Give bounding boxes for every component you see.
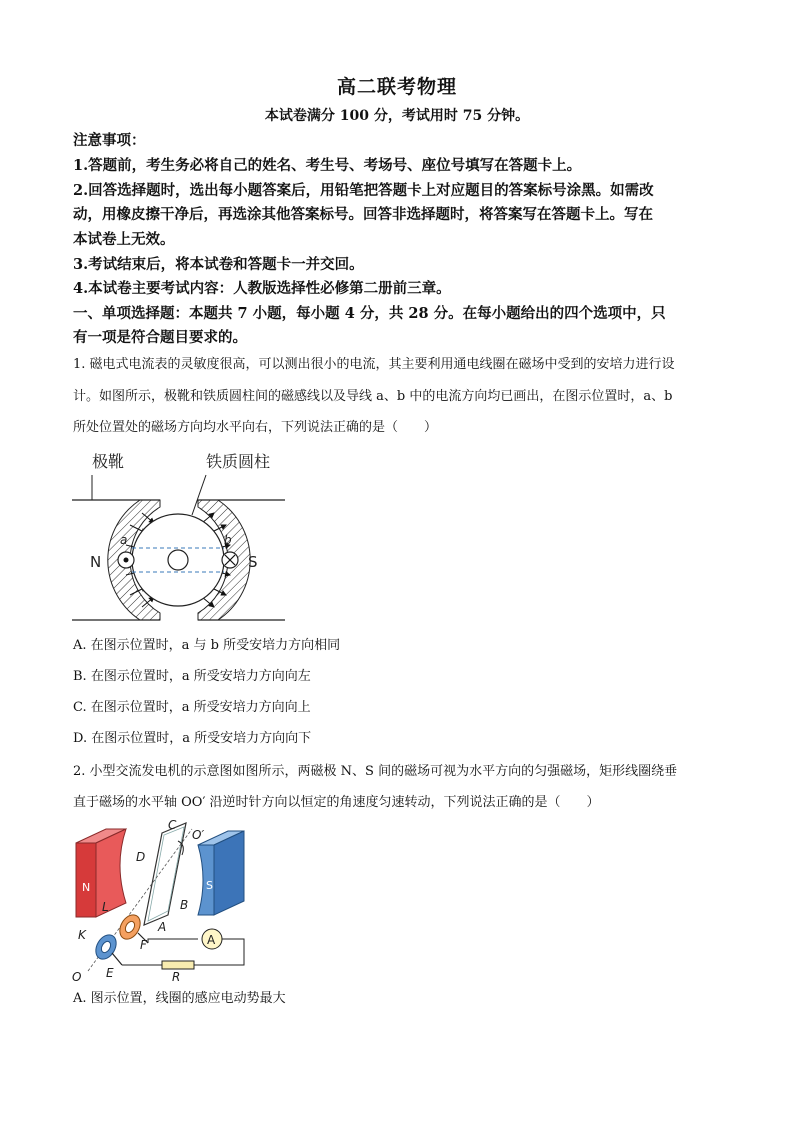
fig2-label-n: N <box>82 881 91 894</box>
generator-figure <box>68 815 258 985</box>
q2-line-1: 2. 小型交流发电机的示意图如图所示，两磁极 N、S 间的磁场可视为水平方向的匀强磁场，矩形线圈绕垂 <box>73 764 678 779</box>
label-iron-core: 铁质圆柱 <box>206 452 271 471</box>
section-1-line-1: 一、单项选择题：本题共 7 小题，每小题 4 分，共 28 分。在每小题给出的四个选项中，只 <box>73 305 666 322</box>
q2-line-2: 直于磁场的水平轴 OO′ 沿逆时针方向以恒定的角速度匀速转动，下列说法正确的是（ ） <box>73 795 600 810</box>
fig2-label-s: S <box>206 879 213 892</box>
notice-item-3: 3.考试结束后，将本试卷和答题卡一并交回。 <box>73 256 364 273</box>
q1-line-2: 计。如图所示，极靴和铁质圆柱间的磁感线以及导线 a、b 中的电流方向均已画出，在图示位置时，a、b <box>73 389 673 404</box>
q2-option-a[interactable]: A. 图示位置，线圈的感应电动势最大 <box>73 991 286 1006</box>
fig2-label-o: O <box>72 970 82 984</box>
fig2-label-o-prime: O′ <box>192 828 205 842</box>
fig2-label-f: F <box>140 938 147 952</box>
label-pole-shoe: 极靴 <box>92 452 125 471</box>
label-s: S <box>248 553 258 571</box>
q1-option-d[interactable]: D. 在图示位置时，a 所受安培力方向向下 <box>73 731 312 746</box>
fig2-label-e: E <box>106 966 114 980</box>
meter-figure <box>70 445 300 625</box>
q1-option-b[interactable]: B. 在图示位置时，a 所受安培力方向向左 <box>73 669 311 684</box>
notice-heading: 注意事项： <box>73 132 146 149</box>
notice-item-4: 4.本试卷主要考试内容：人教版选择性必修第二册前三章。 <box>73 280 451 297</box>
fig2-label-r: R <box>172 970 181 984</box>
fig2-label-k: K <box>78 928 86 942</box>
label-n: N <box>90 553 102 571</box>
section-1-line-2: 有一项是符合题目要求的。 <box>73 329 247 346</box>
q1-option-a[interactable]: A. 在图示位置时，a 与 b 所受安培力方向相同 <box>73 638 341 653</box>
notice-item-2-line-3: 本试卷上无效。 <box>73 231 175 248</box>
notice-item-2-line-2: 动，用橡皮擦干净后，再选涂其他答案标号。回答非选择题时，将答案写在答题卡上。写在 <box>73 206 653 223</box>
fig2-label-l: L <box>102 900 109 914</box>
q1-line-3: 所处位置处的磁场方向均水平向右，下列说法正确的是（ ） <box>73 420 438 435</box>
notice-item-2-line-1: 2.回答选择题时，选出每小题答案后，用铅笔把答题卡上对应题目的答案标号涂黑。如需改 <box>73 182 654 199</box>
q1-option-c[interactable]: C. 在图示位置时，a 所受安培力方向向上 <box>73 700 311 715</box>
fig2-label-a-point: A <box>158 920 167 934</box>
exam-subtitle: 本试卷满分 100 分，考试用时 75 分钟。 <box>264 108 530 124</box>
fig2-ammeter-label: A <box>207 933 216 947</box>
fig2-label-d: D <box>136 850 146 864</box>
fig2-label-b: B <box>180 898 189 912</box>
label-b: b <box>224 533 232 547</box>
exam-title: 高二联考物理 <box>336 76 457 98</box>
label-a: a <box>120 533 128 547</box>
q1-line-1: 1. 磁电式电流表的灵敏度很高，可以测出很小的电流，其主要利用通电线圈在磁场中受到的安培力进行设 <box>73 357 675 372</box>
notice-item-1: 1.答题前，考生务必将自己的姓名、考生号、考场号、座位号填写在答题卡上。 <box>73 157 582 174</box>
fig2-label-c: C <box>168 818 177 832</box>
